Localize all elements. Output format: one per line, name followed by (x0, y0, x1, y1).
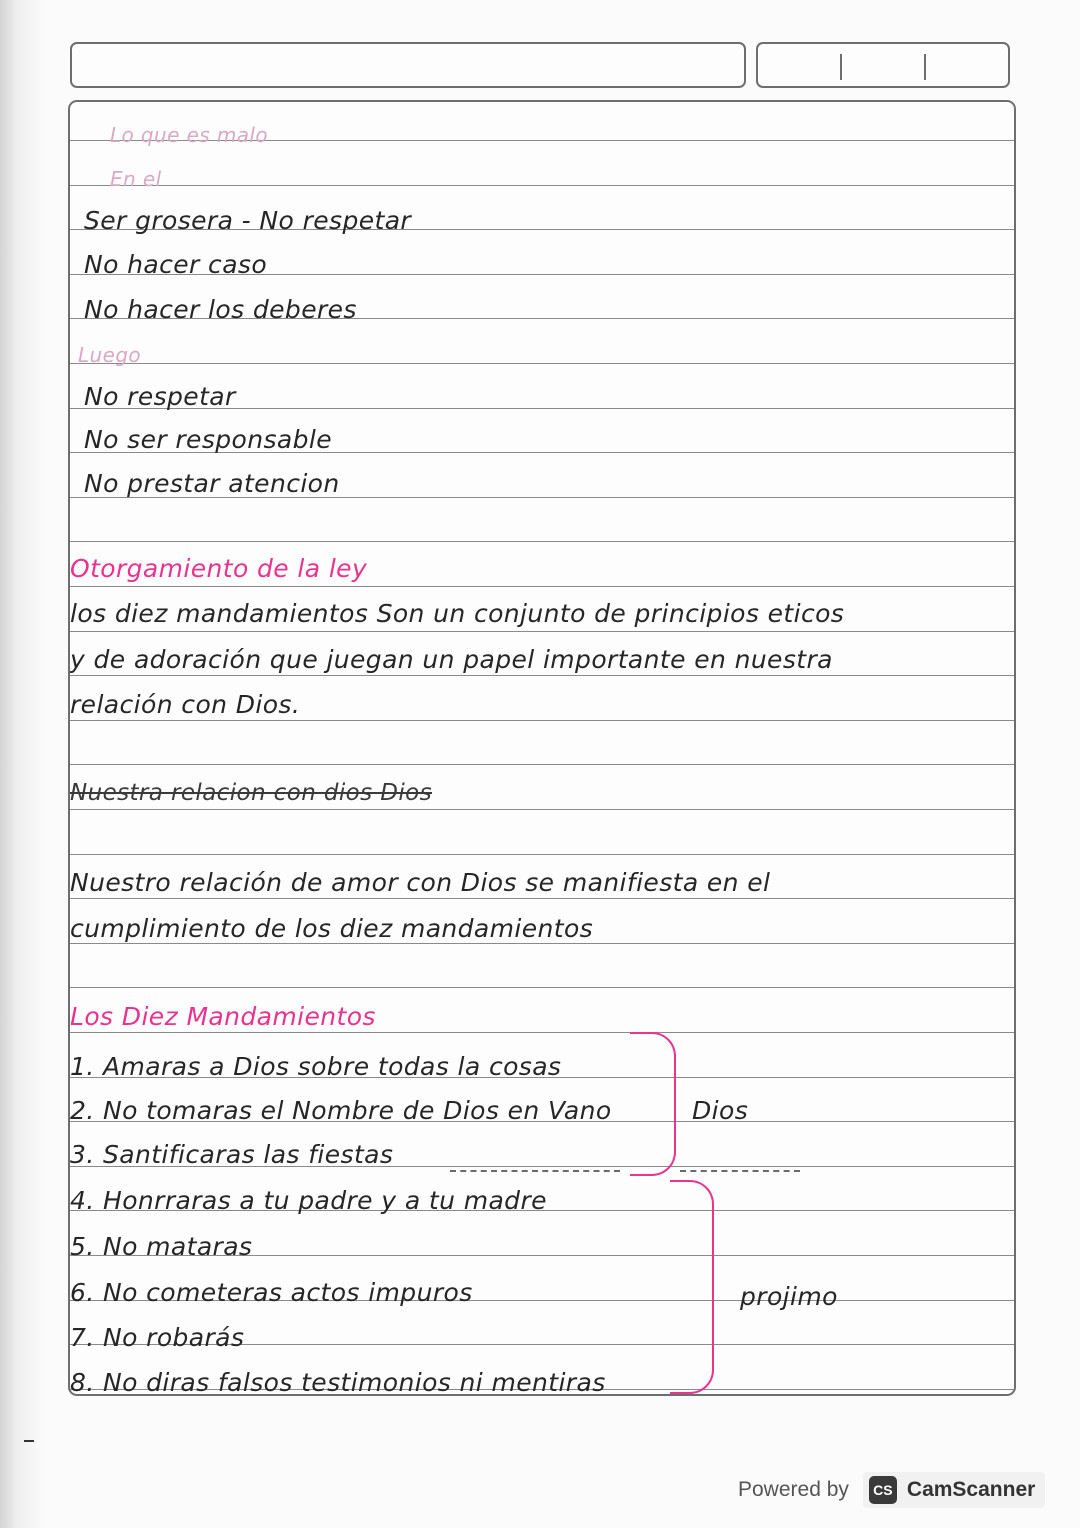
commandment-item: 2. No tomaras el Nombre de Dios en Vano (70, 1096, 612, 1125)
ruled-line (70, 675, 1014, 676)
ruled-line (70, 898, 1014, 899)
ruled-line (70, 363, 1014, 364)
separator-dash (680, 1170, 800, 1172)
ruled-line (70, 720, 1014, 721)
paragraph-line: Nuestro relación de amor con Dios se manifiesta en el (70, 868, 771, 897)
brace-god (630, 1032, 676, 1176)
brace-neighbor (670, 1180, 714, 1394)
header-date-box (756, 42, 1010, 88)
ruled-line (70, 631, 1014, 632)
scanner-watermark (738, 1470, 1045, 1510)
commandment-item: 6. No cometeras actos impuros (70, 1278, 473, 1307)
paragraph-line: los diez mandamientos Son un conjunto de principios eticos (70, 599, 845, 628)
camscanner-badge (863, 1472, 1045, 1508)
powered-by-text: Powered by (738, 1478, 849, 1501)
section-title: Otorgamiento de la ley (70, 554, 368, 583)
commandment-item: 3. Santificaras las fiestas (70, 1140, 394, 1169)
paragraph-line: cumplimiento de los diez mandamientos (70, 914, 594, 943)
commandment-item: 4. Honrraras a tu padre y a tu madre (70, 1186, 547, 1215)
notebook-sheet (68, 100, 1016, 1396)
group-label-neighbor: projimo (740, 1282, 838, 1311)
list-item: No respetar (84, 382, 236, 411)
ruled-line (70, 1032, 1014, 1033)
paragraph-line: relación con Dios. (70, 690, 301, 719)
margin-mark (24, 1440, 34, 1442)
ruled-line (70, 185, 1014, 186)
ruled-line (70, 764, 1014, 765)
ruled-line (70, 809, 1014, 810)
ruled-line (70, 987, 1014, 988)
date-divider (924, 54, 926, 80)
list-item: No hacer caso (84, 250, 268, 279)
date-divider (840, 54, 842, 80)
camscanner-logo-icon: CS (869, 1476, 897, 1504)
commandment-item: 1. Amaras a Dios sobre todas la cosas (70, 1052, 562, 1081)
list-item: No ser responsable (84, 425, 333, 454)
ruled-line (70, 586, 1014, 587)
commandments-title: Los Diez Mandamientos (70, 1002, 376, 1031)
faint-heading: Luego (78, 343, 142, 367)
commandment-item: 8. No diras falsos testimonios ni mentiras (70, 1368, 606, 1396)
struck-heading: Nuestra relacion con dios Dios (70, 780, 432, 806)
list-item: No hacer los deberes (84, 295, 357, 324)
ruled-line (70, 541, 1014, 542)
paragraph-line: y de adoración que juegan un papel importante en nuestra (70, 645, 833, 674)
ruled-line (70, 854, 1014, 855)
list-item: No prestar atencion (84, 469, 340, 498)
faint-heading: En el (110, 167, 162, 191)
separator-dash (450, 1170, 620, 1172)
camscanner-brand: CamScanner (906, 1478, 1036, 1501)
page-edge-shadow (0, 0, 44, 1528)
faint-heading: Lo que es malo (110, 123, 268, 147)
group-label-god: Dios (692, 1096, 749, 1125)
list-item: Ser grosera - No respetar (84, 206, 412, 235)
header-name-box (70, 42, 746, 88)
commandment-item: 5. No mataras (70, 1232, 253, 1261)
commandment-item: 7. No robarás (70, 1323, 245, 1352)
